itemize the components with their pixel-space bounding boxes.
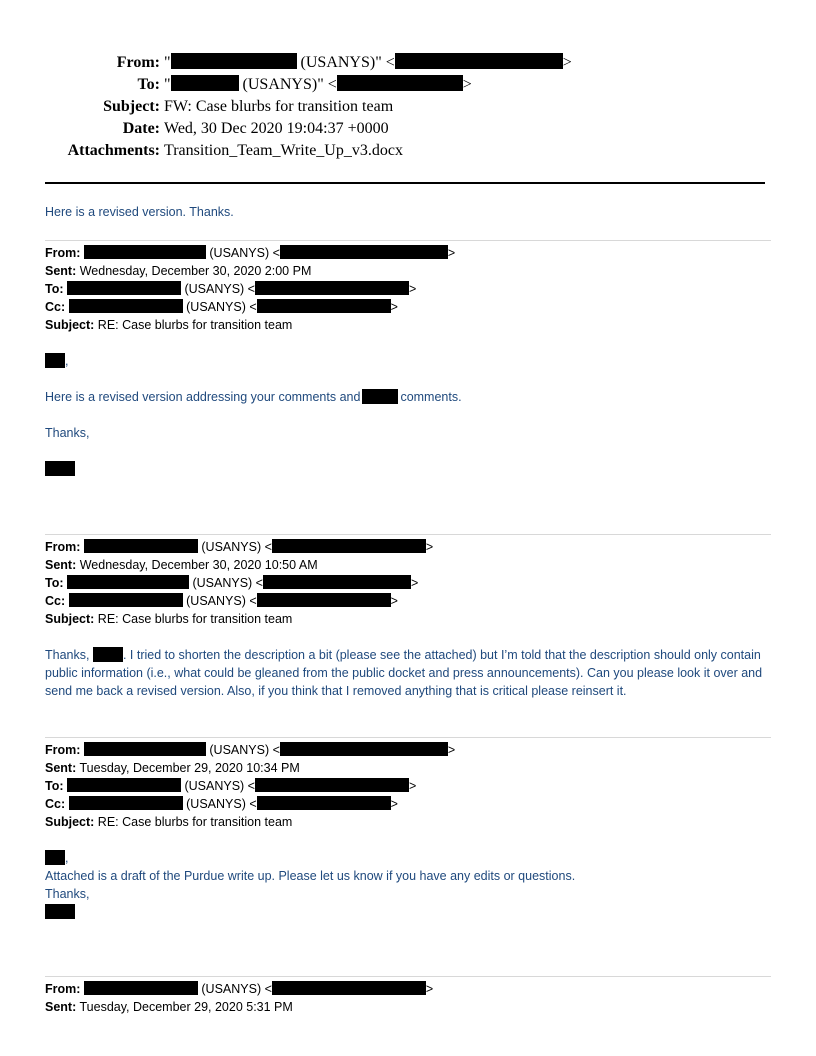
message-divider [45,240,771,241]
header-date-row [0,118,400,140]
header-subject-value: FW: Case blurbs for transition team [164,98,394,115]
msg1-signature [45,460,75,478]
header-from-label: From: [116,54,160,71]
header-attachment-file[interactable]: Transition_Team_Write_Up_v3.docx [164,142,403,159]
header-to-row [0,74,472,96]
msg1-salutation: , [45,352,68,370]
msg3-subject: Subject: RE: Case blurbs for transition team [45,815,293,829]
redaction-block [67,778,181,792]
redaction-block [255,778,409,792]
msg1-closing: Thanks, [45,426,90,440]
msg3-cc: Cc: (USANYS) < > [45,797,398,811]
msg3-body: Attached is a draft of the Purdue write up. Please let us know if you have any edits or questions. [45,869,576,883]
msg3-sent: Sent: Tuesday, December 29, 2020 10:34 PM [45,761,300,775]
redaction-block [272,981,426,995]
header-from-value: " (USANYS)" < > [164,54,572,71]
msg3-closing: Thanks, [45,887,90,901]
msg4-sent: Sent: Tuesday, December 29, 2020 5:31 PM [45,1000,293,1014]
intro-text: Here is a revised version. Thanks. [45,205,234,219]
redaction-block [69,796,183,810]
header-from-row [0,52,572,74]
redaction-block [272,539,426,553]
redaction-block [84,742,206,756]
header-to-label: To: [137,76,160,93]
header-attachments-label: Attachments: [67,142,160,159]
header-date-label: Date: [122,120,160,137]
redaction-block [257,299,391,313]
msg3-to: To: (USANYS) < > [45,779,417,793]
msg1-cc: Cc: (USANYS) < > [45,300,398,314]
redaction-block [69,593,183,607]
msg1-body: Here is a revised version addressing your comments and comments. [45,390,462,404]
redaction-block [255,281,409,295]
header-to-value: " (USANYS)" < > [164,76,472,93]
redaction-block [84,539,198,553]
redaction-block [45,850,65,865]
redaction-block [280,245,448,259]
redaction-block [337,75,463,91]
header-attachments-row [0,140,403,162]
redaction-block [69,299,183,313]
header-subject-row [0,96,400,118]
msg1-from: From: (USANYS) < > [45,246,456,260]
msg1-subject: Subject: RE: Case blurbs for transition team [45,318,293,332]
msg4-from: From: (USANYS) < > [45,982,434,996]
redaction-block [257,593,391,607]
msg3-signature [45,903,75,921]
redaction-block [263,575,411,589]
msg2-from: From: (USANYS) < > [45,540,434,554]
redaction-block [171,75,239,91]
redaction-block [67,575,189,589]
msg1-to: To: (USANYS) < > [45,282,417,296]
redaction-block [84,245,206,259]
redaction-block [171,53,297,69]
redaction-block [67,281,181,295]
msg2-subject: Subject: RE: Case blurbs for transition team [45,612,293,626]
msg3-from: From: (USANYS) < > [45,743,456,757]
header-date-value: Wed, 30 Dec 2020 19:04:37 +0000 [164,120,389,137]
message-divider [45,737,771,738]
redaction-block [257,796,391,810]
message-divider [45,534,771,535]
msg2-to: To: (USANYS) < > [45,576,419,590]
redaction-block [84,981,198,995]
msg1-sent: Sent: Wednesday, December 30, 2020 2:00 PM [45,264,312,278]
header-divider [45,182,765,184]
msg3-salutation: , [45,849,68,867]
msg2-body: Thanks, . I tried to shorten the description a bit (please see the attached) but I’m told that the description should only contain public information (i.e., what could be gleaned from the public docket and press announcements). Can you please look it over and send me back a revised version. Also, if you think that I removed anything that is critical please reinsert it. [45,648,763,698]
msg2-sent: Sent: Wednesday, December 30, 2020 10:50 AM [45,558,318,572]
message-divider [45,976,771,977]
redaction-block [395,53,563,69]
redaction-block [280,742,448,756]
redaction-block [45,353,65,368]
redaction-block [93,647,123,662]
redaction-block [45,904,75,919]
redaction-block [362,389,398,404]
header-subject-label: Subject: [103,98,160,115]
msg2-cc: Cc: (USANYS) < > [45,594,398,608]
redaction-block [45,461,75,476]
